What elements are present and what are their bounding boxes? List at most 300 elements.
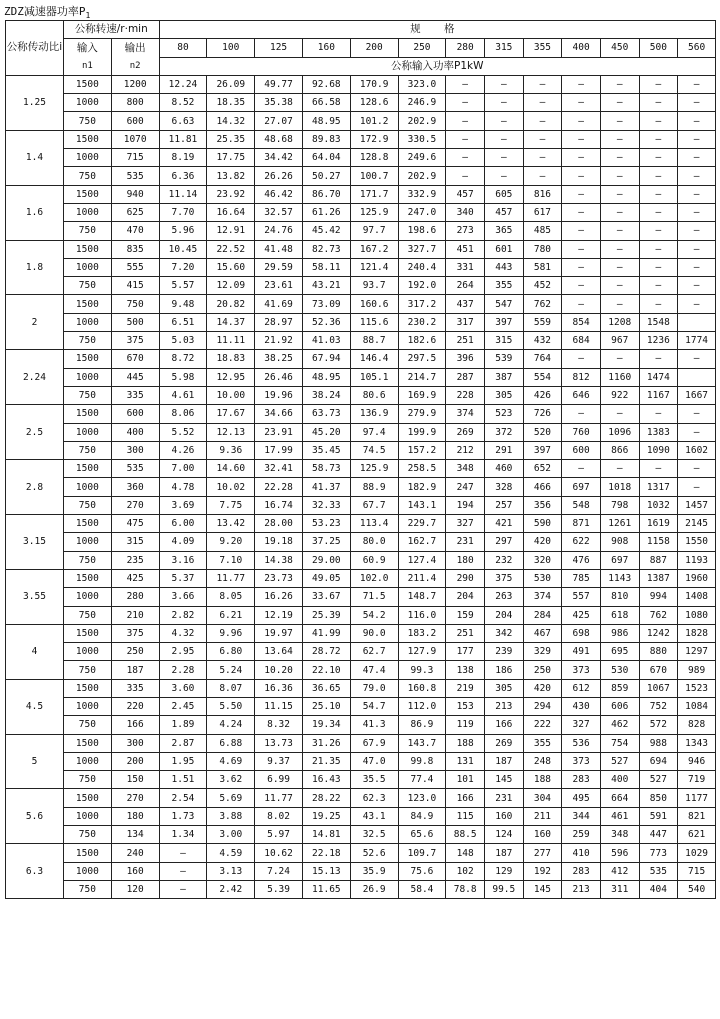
input-speed-cell: 1500 [63,75,111,93]
power-cell: 11.11 [207,332,255,350]
power-cell: 52.6 [350,844,398,862]
power-cell: 1067 [639,679,678,697]
input-speed-cell: 1500 [63,130,111,148]
power-cell: 1343 [678,734,716,752]
power-cell: 11.65 [302,880,350,898]
power-cell: 92.68 [302,75,350,93]
power-cell: 99.8 [398,752,446,770]
power-cell: — [639,203,678,221]
power-cell: 22.10 [302,661,350,679]
output-speed-cell: 240 [111,844,159,862]
output-speed-cell: 400 [111,423,159,441]
power-cell: 887 [639,551,678,569]
table-row [6,405,716,423]
output-speed-cell: 180 [111,807,159,825]
table-row [6,880,716,898]
input-speed-cell: 1000 [63,203,111,221]
table-row [6,167,716,185]
input-speed-cell: 1500 [63,405,111,423]
power-cell: 684 [562,332,601,350]
power-cell: 294 [523,697,562,715]
power-cell: 8.05 [207,588,255,606]
power-cell: 8.07 [207,679,255,697]
power-cell: 5.37 [159,569,207,587]
power-cell: — [523,149,562,167]
power-cell: 202.9 [398,167,446,185]
size-header: 355 [523,39,562,57]
power-cell: — [600,240,639,258]
power-cell: 5.97 [255,826,303,844]
output-speed-cell: 335 [111,386,159,404]
power-cell: 246.9 [398,94,446,112]
power-cell: 143.7 [398,734,446,752]
power-cell: 8.19 [159,149,207,167]
power-cell: 2.87 [159,734,207,752]
power-cell: 400 [600,771,639,789]
power-cell: 67.94 [302,350,350,368]
power-cell: 606 [600,697,639,715]
power-cell: 41.48 [255,240,303,258]
power-cell: 821 [678,807,716,825]
power-cell: 115.6 [350,313,398,331]
power-cell: 2.42 [207,880,255,898]
power-cell: 780 [523,240,562,258]
power-cell: 410 [562,844,601,862]
power-cell: 82.73 [302,240,350,258]
power-cell: 131 [446,752,485,770]
power-cell: 247 [446,478,485,496]
power-cell: 3.69 [159,496,207,514]
power-cell: — [639,167,678,185]
power-cell: 331 [446,258,485,276]
power-cell: 231 [484,789,523,807]
output-speed-cell: 300 [111,441,159,459]
power-cell: 240.4 [398,258,446,276]
power-cell: 222 [523,716,562,734]
power-cell: 374 [523,588,562,606]
power-cell: 251 [446,332,485,350]
power-cell: 1261 [600,515,639,533]
power-cell: — [562,350,601,368]
input-speed-cell: 1500 [63,350,111,368]
power-cell: 340 [446,203,485,221]
power-cell: — [600,258,639,276]
power-cell: — [639,350,678,368]
power-cell: 10.00 [207,386,255,404]
power-cell: 10.02 [207,478,255,496]
power-cell: 22.18 [302,844,350,862]
power-cell: 232 [484,551,523,569]
ratio-cell: 3.55 [6,569,64,624]
power-cell: 88.7 [350,332,398,350]
power-cell: 432 [523,332,562,350]
power-cell: — [639,240,678,258]
output-speed-cell: 160 [111,862,159,880]
power-cell: — [678,167,716,185]
power-cell: 273 [446,222,485,240]
power-cell: 785 [562,569,601,587]
power-cell: 101 [446,771,485,789]
table-row [6,697,716,715]
output-speed-cell: 715 [111,149,159,167]
power-cell: 213 [562,880,601,898]
ratio-cell: 1.25 [6,75,64,130]
size-header: 560 [678,39,716,57]
power-cell: 373 [562,752,601,770]
power-cell: 2.45 [159,697,207,715]
power-cell: 850 [639,789,678,807]
power-cell: — [523,167,562,185]
power-cell: 277 [523,844,562,862]
input-speed-cell: 750 [63,716,111,734]
power-cell: 467 [523,624,562,642]
power-cell: 527 [600,752,639,770]
power-cell: — [159,880,207,898]
power-cell: 257 [484,496,523,514]
power-cell: 34.42 [255,149,303,167]
power-cell: — [678,112,716,130]
power-cell: 45.42 [302,222,350,240]
power-cell: 264 [446,277,485,295]
power-cell: 62.7 [350,643,398,661]
power-cell: 315 [484,332,523,350]
power-cell: 228 [446,386,485,404]
power-cell: 60.9 [350,551,398,569]
power-cell: — [484,130,523,148]
power-cell: 601 [484,240,523,258]
power-cell: 8.02 [255,807,303,825]
power-cell: 5.96 [159,222,207,240]
power-cell: 136.9 [350,405,398,423]
power-cell: 3.60 [159,679,207,697]
output-speed-cell: 300 [111,734,159,752]
power-cell: 89.83 [302,130,350,148]
power-cell: 880 [639,643,678,661]
power-cell: 922 [600,386,639,404]
power-cell: 810 [600,588,639,606]
table-row [6,295,716,313]
power-cell: — [600,295,639,313]
power-cell: 327 [562,716,601,734]
power-cell: 86.70 [302,185,350,203]
power-cell: 652 [523,460,562,478]
input-speed-cell: 750 [63,386,111,404]
output-speed-cell: 360 [111,478,159,496]
power-cell: 230.2 [398,313,446,331]
power-cell: — [484,75,523,93]
power-cell: 1193 [678,551,716,569]
power-cell: — [446,167,485,185]
power-cell: 396 [446,350,485,368]
power-cell: 148.7 [398,588,446,606]
power-cell: 311 [600,880,639,898]
power-cell: 25.10 [302,697,350,715]
power-cell: 38.24 [302,386,350,404]
power-cell: 113.4 [350,515,398,533]
size-header: 450 [600,39,639,57]
power-cell: 7.10 [207,551,255,569]
power-cell: 1.34 [159,826,207,844]
power-cell: 485 [523,222,562,240]
power-cell: 49.77 [255,75,303,93]
power-cell: 183.2 [398,624,446,642]
power-cell: 287 [446,368,485,386]
power-cell: 169.9 [398,386,446,404]
power-cell: 1548 [639,313,678,331]
power-cell: 66.58 [302,94,350,112]
power-cell: 387 [484,368,523,386]
power-cell: 212 [446,441,485,459]
power-cell: 157.2 [398,441,446,459]
power-cell: 6.88 [207,734,255,752]
power-cell: 77.4 [398,771,446,789]
table-row [6,313,716,331]
power-cell: 21.92 [255,332,303,350]
power-cell: 35.45 [302,441,350,459]
input-speed-cell: 1000 [63,258,111,276]
power-cell: 305 [484,679,523,697]
ratio-cell: 2.24 [6,350,64,405]
power-cell: 11.77 [207,569,255,587]
output-speed-cell: 535 [111,167,159,185]
power-cell: 48.95 [302,368,350,386]
power-cell: 332.9 [398,185,446,203]
power-cell: 78.8 [446,880,485,898]
input-speed-cell: 1500 [63,185,111,203]
power-cell: 249.6 [398,149,446,167]
power-cell: 10.62 [255,844,303,862]
power-cell: 153 [446,697,485,715]
output-speed-cell: 1070 [111,130,159,148]
input-speed-cell: 750 [63,826,111,844]
spec-header: 规 格 [159,21,715,39]
size-header: 280 [446,39,485,57]
power-cell: 48.95 [302,112,350,130]
power-cell: 17.67 [207,405,255,423]
power-cell: 116.0 [398,606,446,624]
ratio-header: 公称传动比i [6,21,64,76]
power-cell: 97.4 [350,423,398,441]
power-cell: 986 [600,624,639,642]
power-cell: 291 [484,441,523,459]
power-cell: 596 [600,844,639,862]
table-row [6,515,716,533]
input-speed-cell: 1000 [63,368,111,386]
power-cell: — [678,350,716,368]
power-cell: — [678,478,716,496]
power-cell: 20.82 [207,295,255,313]
input-speed-cell: 1500 [63,844,111,862]
power-cell: — [562,75,601,93]
power-cell: 162.7 [398,533,446,551]
power-cell: — [562,277,601,295]
power-cell: — [639,149,678,167]
power-cell: — [562,295,601,313]
power-cell: 251 [446,624,485,642]
power-cell: 19.25 [302,807,350,825]
output-speed-cell: 475 [111,515,159,533]
power-cell: 356 [523,496,562,514]
power-cell: 1383 [639,423,678,441]
power-cell: — [600,185,639,203]
power-cell: 1018 [600,478,639,496]
power-cell: 297 [484,533,523,551]
power-cell: 32.41 [255,460,303,478]
power-cell: 16.64 [207,203,255,221]
power-cell: 5.50 [207,697,255,715]
power-cell: 22.28 [255,478,303,496]
power-cell: 764 [523,350,562,368]
power-cell: 202.9 [398,112,446,130]
power-cell: 412 [600,862,639,880]
power-cell: 26.26 [255,167,303,185]
power-cell: 547 [484,295,523,313]
power-cell: 1602 [678,441,716,459]
power-cell: 1619 [639,515,678,533]
power-header: 公称输入功率P1kW [159,57,715,75]
power-cell: 19.96 [255,386,303,404]
power-cell: 166 [484,716,523,734]
output-speed-cell: 1200 [111,75,159,93]
power-cell: 102.0 [350,569,398,587]
power-cell: 167.2 [350,240,398,258]
power-cell: 58.11 [302,258,350,276]
power-cell: 6.00 [159,515,207,533]
power-cell: 119 [446,716,485,734]
power-cell: — [600,112,639,130]
power-cell: 1096 [600,423,639,441]
power-cell: 752 [639,697,678,715]
power-cell: 12.91 [207,222,255,240]
power-cell: 1084 [678,697,716,715]
power-cell: 124 [484,826,523,844]
power-cell: 988 [639,734,678,752]
power-cell: 239 [484,643,523,661]
input-speed-cell: 1000 [63,862,111,880]
power-cell: 88.5 [446,826,485,844]
input-speed-cell: 750 [63,551,111,569]
power-cell: — [484,167,523,185]
power-cell: 476 [562,551,601,569]
power-cell: 372 [484,423,523,441]
power-cell: 967 [600,332,639,350]
power-cell: — [523,75,562,93]
table-row [6,368,716,386]
power-cell: 160.6 [350,295,398,313]
power-cell: 129 [484,862,523,880]
power-cell: 33.67 [302,588,350,606]
table-row [6,332,716,350]
power-cell: 269 [446,423,485,441]
power-table [5,20,716,899]
power-cell: — [639,94,678,112]
power-cell: — [600,167,639,185]
power-cell: 7.24 [255,862,303,880]
power-cell: — [159,844,207,862]
power-cell: 279.9 [398,405,446,423]
power-cell: 160.8 [398,679,446,697]
power-cell: 28.97 [255,313,303,331]
power-cell: — [562,258,601,276]
power-cell: — [600,405,639,423]
power-cell: — [639,295,678,313]
power-cell: — [484,149,523,167]
power-cell: 375 [484,569,523,587]
ratio-cell: 2.5 [6,405,64,460]
power-cell: 530 [523,569,562,587]
input-speed-cell: 1500 [63,515,111,533]
output-speed-cell: 134 [111,826,159,844]
output-speed-cell: 166 [111,716,159,734]
power-cell: 871 [562,515,601,533]
power-cell: 762 [523,295,562,313]
power-cell: 13.82 [207,167,255,185]
power-cell: 12.24 [159,75,207,93]
power-cell: 15.13 [302,862,350,880]
power-cell: 247.0 [398,203,446,221]
power-cell: 1032 [639,496,678,514]
power-cell: 145 [523,880,562,898]
power-cell: 330.5 [398,130,446,148]
power-cell: 1667 [678,386,716,404]
power-cell: 52.36 [302,313,350,331]
power-cell: 1317 [639,478,678,496]
power-cell: 128.8 [350,149,398,167]
input-speed-cell: 1000 [63,313,111,331]
table-row [6,75,716,93]
ratio-cell: 5.6 [6,789,64,844]
power-cell: 11.15 [255,697,303,715]
power-cell: 29.59 [255,258,303,276]
power-cell: 1.73 [159,807,207,825]
input-speed-cell: 1000 [63,807,111,825]
power-cell: 14.32 [207,112,255,130]
power-cell: 4.26 [159,441,207,459]
power-cell: 74.5 [350,441,398,459]
power-cell: 7.00 [159,460,207,478]
ratio-cell: 4 [6,624,64,679]
power-cell: 5.39 [255,880,303,898]
power-cell: 38.25 [255,350,303,368]
table-row [6,643,716,661]
power-cell: 160 [484,807,523,825]
power-cell: — [678,295,716,313]
power-cell: 1474 [639,368,678,386]
table-row [6,551,716,569]
power-cell: 1.89 [159,716,207,734]
power-cell: 4.61 [159,386,207,404]
power-cell: 536 [562,734,601,752]
power-cell: 125.9 [350,460,398,478]
power-cell: 559 [523,313,562,331]
input-speed-cell: 750 [63,496,111,514]
input-speed-cell: 1000 [63,478,111,496]
power-cell: 25.39 [302,606,350,624]
power-cell: 75.6 [398,862,446,880]
power-cell: 600 [562,441,601,459]
table-row [6,130,716,148]
power-cell: 1774 [678,332,716,350]
power-cell: 41.37 [302,478,350,496]
output-speed-cell: 280 [111,588,159,606]
power-cell: 211.4 [398,569,446,587]
power-cell: 143.1 [398,496,446,514]
power-cell: 105.1 [350,368,398,386]
power-cell: 670 [639,661,678,679]
power-cell: 530 [600,661,639,679]
power-cell: 14.60 [207,460,255,478]
power-cell: 182.6 [398,332,446,350]
